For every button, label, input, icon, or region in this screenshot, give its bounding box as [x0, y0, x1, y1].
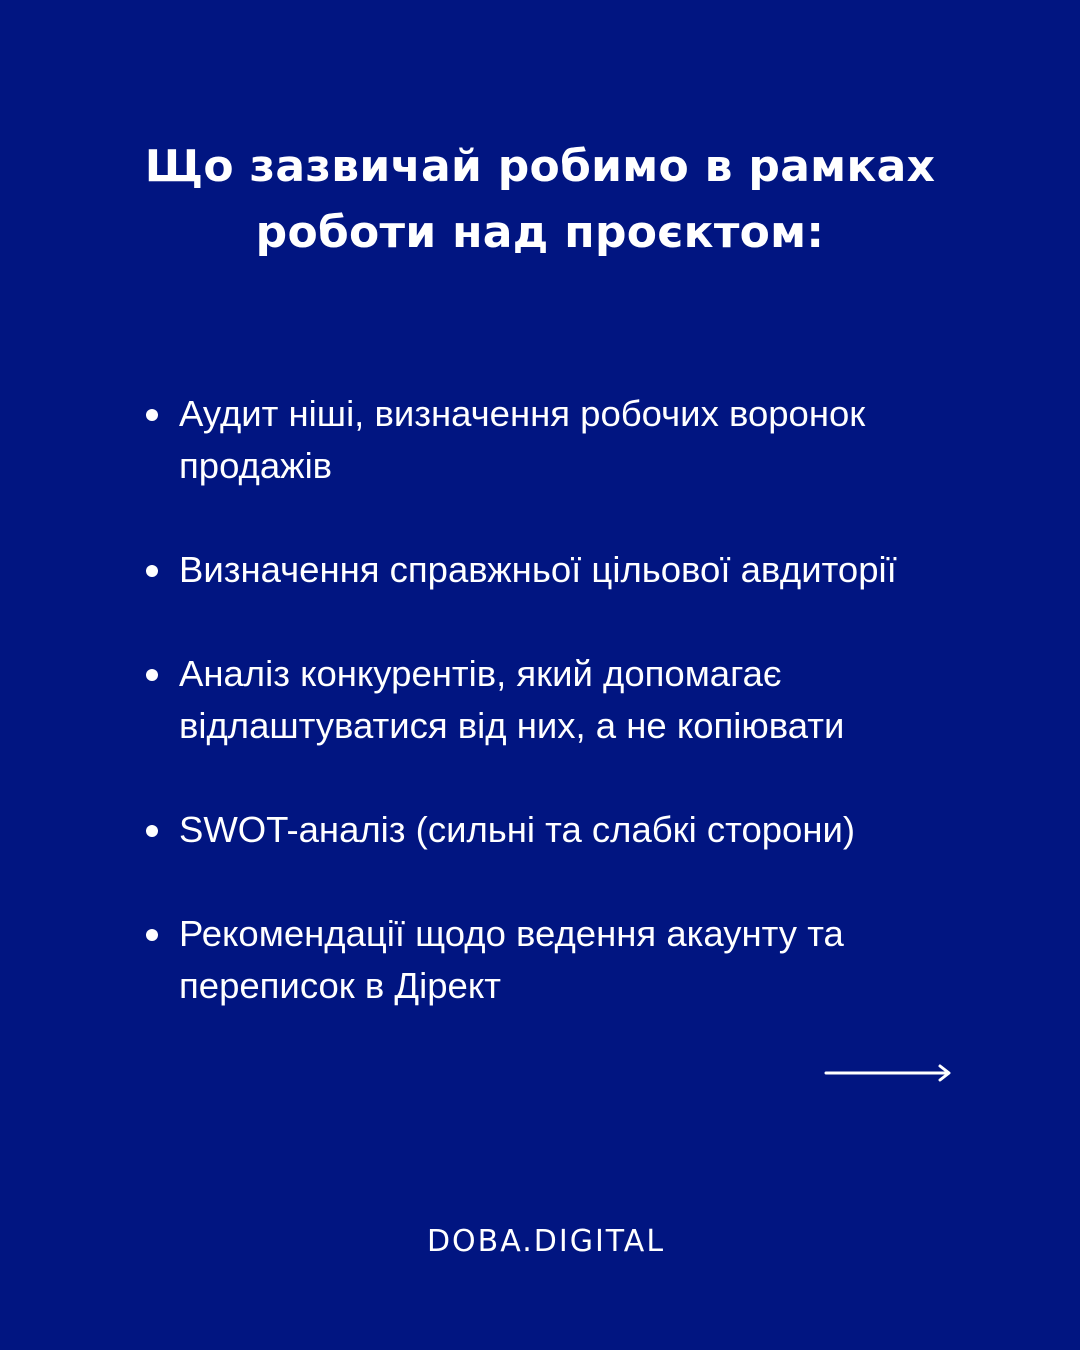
brand-name: DOBA.DIGITAL [426, 1224, 666, 1259]
list-item [146, 648, 996, 752]
list-item-text: продажів [179, 445, 333, 486]
list-item [146, 804, 996, 856]
list-item-text: відлаштуватися від них, а не копіювати [179, 705, 845, 746]
list-item-text: SWOT-аналіз (сильні та слабкі сторони) [179, 809, 856, 850]
bullet-icon [146, 669, 158, 681]
services-list [146, 388, 996, 1064]
title-line: Що зазвичай робимо в рамках [144, 141, 936, 192]
list-item-text: переписок в Дірект [179, 965, 501, 1006]
list-item-text: Рекомендації щодо ведення акаунту та [179, 913, 844, 954]
list-item [146, 544, 996, 596]
bullet-icon [146, 825, 158, 837]
right-arrow-icon[interactable] [824, 1062, 954, 1084]
slide-title [100, 134, 980, 266]
list-item [146, 388, 996, 492]
bullet-icon [146, 565, 158, 577]
title-line: роботи над проєктом: [255, 207, 825, 258]
list-item-text: Аналіз конкурентів, який допомагає [179, 653, 782, 694]
bullet-icon [146, 929, 158, 941]
list-item-text: Аудит ніші, визначення робочих воронок [179, 393, 866, 434]
list-item [146, 908, 996, 1012]
list-item-text: Визначення справжньої цільової авдиторії [179, 549, 897, 590]
bullet-icon [146, 409, 158, 421]
